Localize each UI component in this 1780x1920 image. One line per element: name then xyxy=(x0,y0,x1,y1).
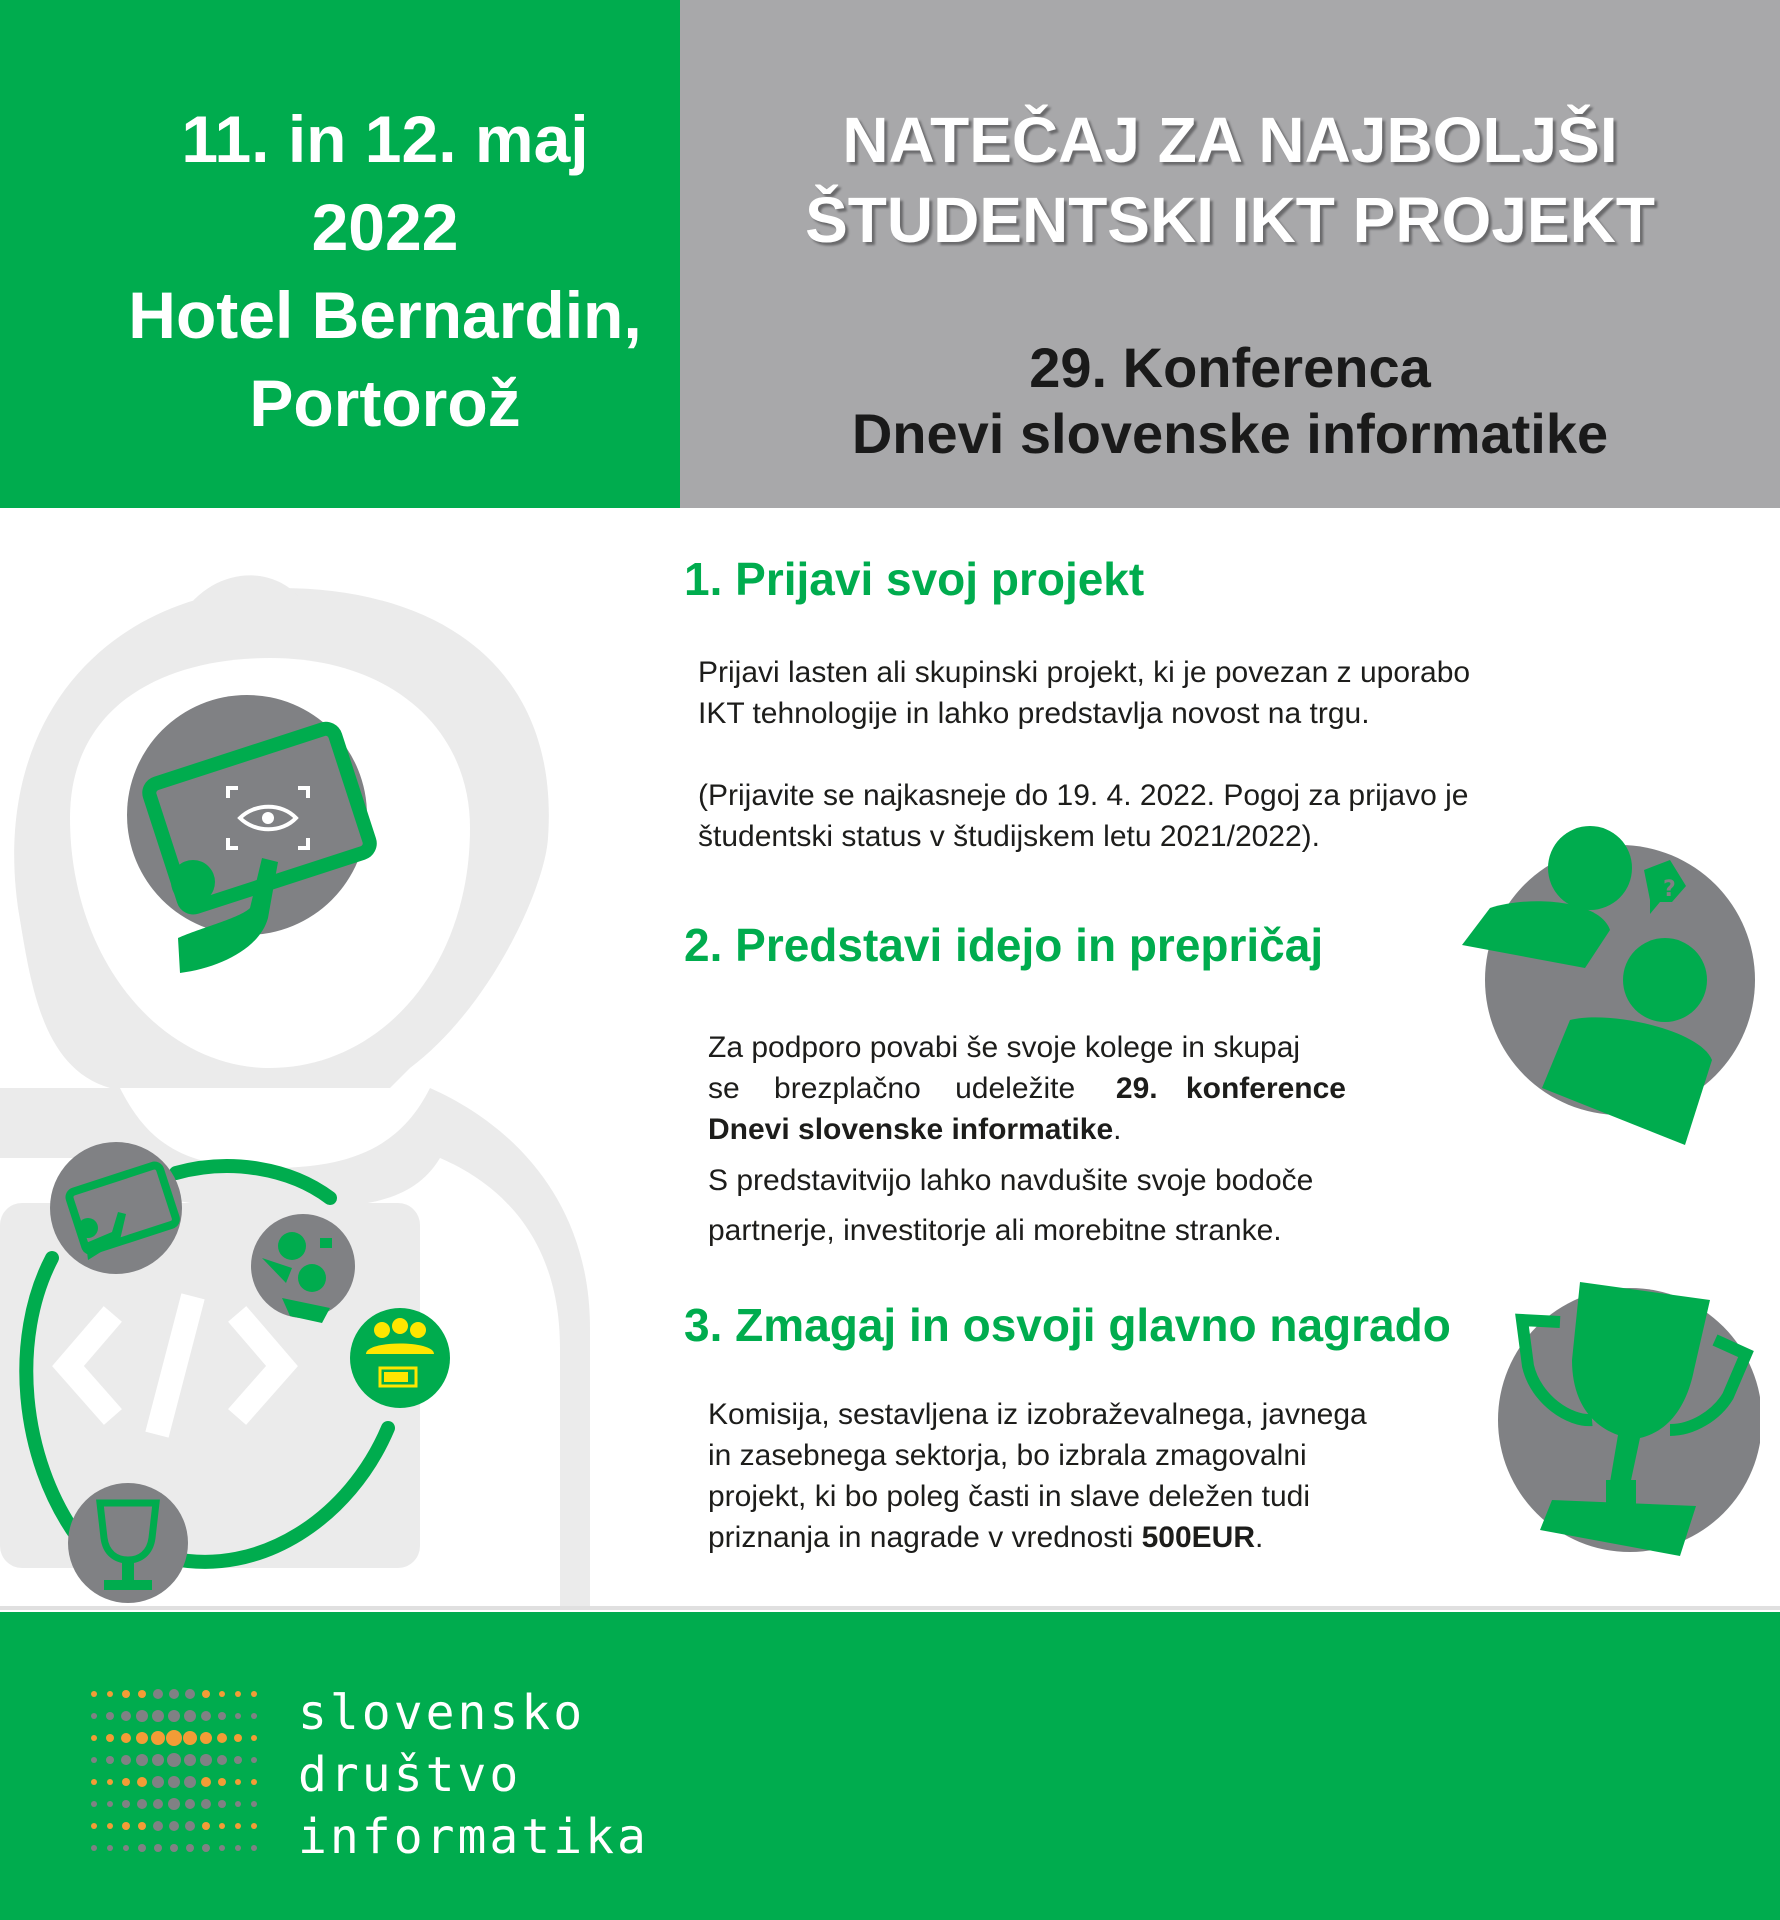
trophy-icon-small xyxy=(68,1483,188,1603)
event-city-line: Portorož xyxy=(249,366,521,440)
prize-amount: 500EUR xyxy=(1141,1521,1256,1554)
organization-name-line-3: informatika xyxy=(298,1809,649,1865)
step-2-heading: 2. Predstavi idejo in prepričaj xyxy=(684,919,1324,971)
step-2-line-4: S predstavitvijo lahko navdušite svoje bodoče xyxy=(708,1164,1314,1197)
step-3-text xyxy=(708,1394,1367,1558)
step-2-line-1: Za podporo povabi še svoje kolege in skupaj xyxy=(708,1031,1301,1064)
step-2-line-3 xyxy=(708,1109,1346,1150)
step-2-line-2 xyxy=(708,1068,1346,1109)
step-2-conference-name: Dnevi slovenske informatike xyxy=(708,1113,1114,1146)
step-2-period: . xyxy=(1113,1113,1122,1146)
step-3-line-2: in zasebnega sektorja, bo izbrala zmagovalni xyxy=(708,1439,1307,1472)
step-1-line-2: IKT tehnologije in lahko predstavlja novost na trgu. xyxy=(698,697,1370,730)
event-year-line: 2022 xyxy=(311,190,459,264)
step-2-text xyxy=(708,1027,1346,1256)
team-battery-icon xyxy=(350,1308,450,1408)
conference-line-1: 29. Konferenca xyxy=(1029,336,1431,399)
organization-name-line-2: društvo xyxy=(298,1747,522,1803)
step-2-conference-number: 29. konference xyxy=(1115,1072,1346,1105)
conference-name xyxy=(680,335,1780,467)
step-1-line-1: Prijavi lasten ali skupinski projekt, ki je povezan z uporabo xyxy=(698,656,1471,689)
step-2-line-2-text: se brezplačno udeležite xyxy=(708,1072,1076,1105)
step-1-text xyxy=(698,652,1470,857)
step-3-line-4 xyxy=(708,1517,1367,1558)
organization-name xyxy=(298,1682,649,1868)
step-1-line-3: (Prijavite se najkasneje do 19. 4. 2022. Pogoj za prijavo je xyxy=(698,779,1469,812)
contest-title-line-1: NATEČAJ ZA NAJBOLJŠI xyxy=(842,104,1618,176)
event-date-location xyxy=(0,95,770,447)
svg-text:?: ? xyxy=(1663,877,1676,902)
event-venue-line: Hotel Bernardin, xyxy=(128,278,642,352)
event-date-line: 11. in 12. maj xyxy=(181,102,589,176)
contest-title-line-2: ŠTUDENTSKI IKT PROJEKT xyxy=(805,184,1655,256)
step-1-heading: 1. Prijavi svoj projekt xyxy=(684,553,1145,605)
step-2-line-5: partnerje, investitorje ali morebitne stranke. xyxy=(708,1214,1282,1247)
step-3-line-3: projekt, ki bo poleg časti in slave deležen tudi xyxy=(708,1480,1311,1513)
step-1-line-4: študentski status v študijskem letu 2021/2022). xyxy=(698,820,1321,853)
contest-title xyxy=(680,100,1780,260)
conference-line-2: Dnevi slovenske informatike xyxy=(851,402,1609,465)
trophy-icon xyxy=(1460,1270,1760,1570)
presentation-screen-icon-small xyxy=(50,1142,182,1274)
organization-name-line-1: slovensko xyxy=(298,1685,586,1741)
discussion-people-icon-large xyxy=(1450,820,1760,1150)
dot-grid-logo-icon xyxy=(88,1686,278,1856)
step-3-line-1: Komisija, sestavljena iz izobraževalnega, javnega xyxy=(708,1398,1367,1431)
step-3-period: . xyxy=(1255,1521,1264,1554)
footer-divider xyxy=(0,1606,1780,1610)
step-3-heading: 3. Zmagaj in osvoji glavno nagrado xyxy=(684,1299,1451,1351)
student-person-icon xyxy=(0,508,680,1608)
step-3-line-4-text: priznanja in nagrade v vrednosti xyxy=(708,1521,1134,1554)
